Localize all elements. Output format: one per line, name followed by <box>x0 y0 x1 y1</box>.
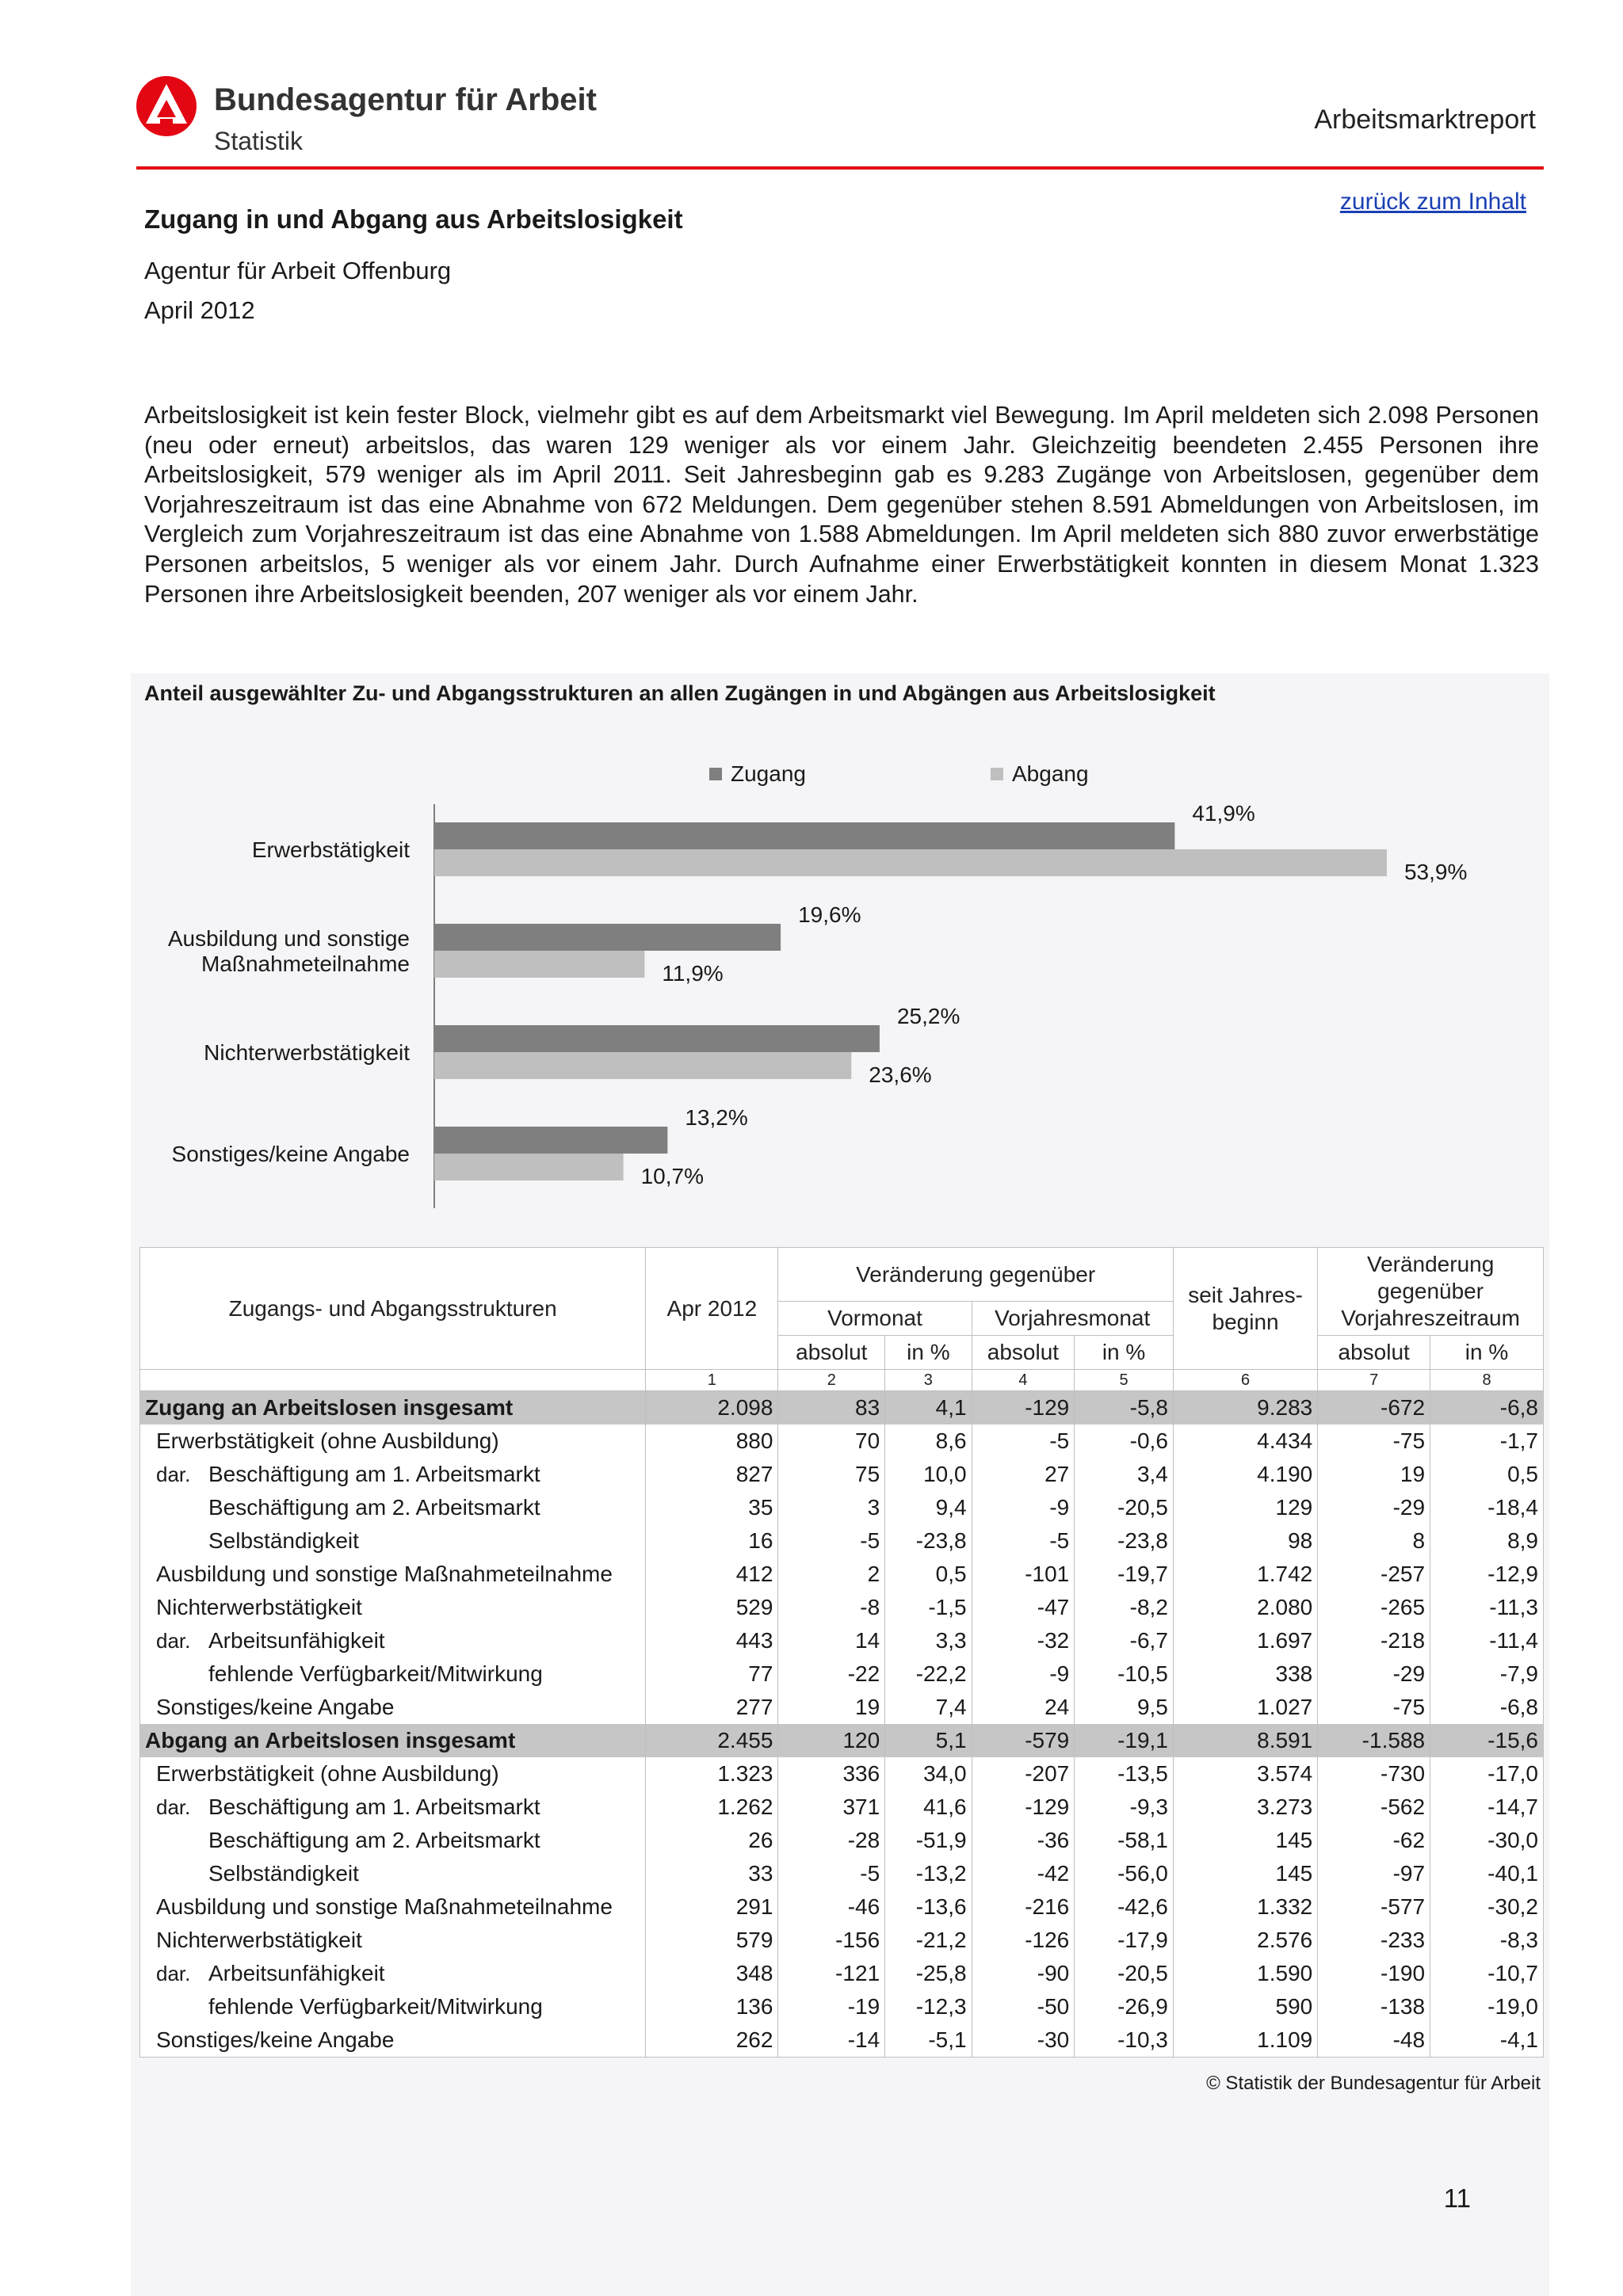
cell-value: 2 <box>778 1558 885 1591</box>
cell-value: 9,4 <box>885 1491 972 1524</box>
cell-value: -51,9 <box>885 1824 972 1857</box>
cell-value: 0,5 <box>1430 1458 1544 1491</box>
row-label-text: Ausbildung und sonstige Maßnahmeteilnahme <box>156 1562 613 1586</box>
cell-value: -577 <box>1318 1890 1430 1924</box>
cell-value: -22 <box>778 1657 885 1691</box>
cell-value: 9,5 <box>1075 1691 1174 1724</box>
col-number: 4 <box>972 1370 1075 1391</box>
data-label-abgang: 23,6% <box>869 1062 932 1087</box>
cell-value: -56,0 <box>1075 1857 1174 1890</box>
cell-value: 262 <box>646 2023 778 2058</box>
cell-value: -97 <box>1318 1857 1430 1890</box>
cell-value: -9,3 <box>1075 1791 1174 1824</box>
cell-value: 83 <box>778 1391 885 1425</box>
cell-value: 590 <box>1173 1990 1317 2023</box>
dar-prefix: dar. <box>156 1463 191 1486</box>
cell-value: -19,0 <box>1430 1990 1544 2023</box>
cell-value: -17,9 <box>1075 1924 1174 1957</box>
cell-value: -50 <box>972 1990 1075 2023</box>
row-label <box>140 1724 646 1757</box>
header-seit: seit Jahres-beginn <box>1173 1248 1317 1370</box>
row-label <box>140 1990 646 2023</box>
cell-value: 2.098 <box>646 1391 778 1425</box>
cell-value: -36 <box>972 1824 1075 1857</box>
header-structure: Zugangs- und Abgangsstrukturen <box>140 1248 646 1370</box>
cell-value: -18,4 <box>1430 1491 1544 1524</box>
row-label-text: fehlende Verfügbarkeit/Mitwirkung <box>208 1994 543 2019</box>
cell-value: 529 <box>646 1591 778 1624</box>
dar-prefix: dar. <box>156 1795 191 1819</box>
bar-chart <box>131 737 1549 1212</box>
cell-value: -7,9 <box>1430 1657 1544 1691</box>
cell-value: 880 <box>646 1425 778 1458</box>
cell-value: -10,3 <box>1075 2023 1174 2058</box>
data-label-zugang: 25,2% <box>896 1004 960 1028</box>
cell-value: 1.332 <box>1173 1890 1317 1924</box>
cell-value: 3,4 <box>1075 1458 1174 1491</box>
header-in-pct: in % <box>885 1336 972 1370</box>
data-label-abgang: 11,9% <box>662 961 724 986</box>
cell-value: 443 <box>646 1624 778 1657</box>
cell-value: 291 <box>646 1890 778 1924</box>
cell-value: -20,5 <box>1075 1957 1174 1990</box>
cell-value: -1,7 <box>1430 1425 1544 1458</box>
row-label-text: Beschäftigung am 1. Arbeitsmarkt <box>208 1462 540 1486</box>
cell-value: -40,1 <box>1430 1857 1544 1890</box>
legend-swatch-zugang <box>709 768 722 780</box>
header-absolut: absolut <box>1318 1336 1430 1370</box>
category-label: Sonstiges/keine Angabe <box>171 1142 410 1166</box>
table-row <box>140 1957 1544 1990</box>
cell-value: -11,3 <box>1430 1591 1544 1624</box>
cell-value: -32 <box>972 1624 1075 1657</box>
cell-value: 27 <box>972 1458 1075 1491</box>
cell-value: -5,1 <box>885 2023 972 2058</box>
cell-value: 34,0 <box>885 1757 972 1791</box>
table-row <box>140 1491 1544 1524</box>
cell-value: 336 <box>778 1757 885 1791</box>
cell-value: -30 <box>972 2023 1075 2058</box>
cell-value: 4.190 <box>1173 1458 1317 1491</box>
cell-value: -25,8 <box>885 1957 972 1990</box>
cell-value: -75 <box>1318 1425 1430 1458</box>
cell-value: 145 <box>1173 1857 1317 1890</box>
legend-swatch-abgang <box>991 768 1003 780</box>
cell-value: 75 <box>778 1458 885 1491</box>
report-period: April 2012 <box>144 296 255 324</box>
cell-value: -10,7 <box>1430 1957 1544 1990</box>
table-row <box>140 1791 1544 1824</box>
chart-title: Anteil ausgewählter Zu- und Abgangsstrukturen an allen Zugängen in und Abgängen aus Arbeitslosigkeit <box>144 681 1216 705</box>
cell-value: 2.455 <box>646 1724 778 1757</box>
cell-value: 19 <box>778 1691 885 1724</box>
cell-value: -20,5 <box>1075 1491 1174 1524</box>
cell-value: -9 <box>972 1491 1075 1524</box>
cell-value: -6,8 <box>1430 1691 1544 1724</box>
cell-value: -8 <box>778 1591 885 1624</box>
cell-value: 7,4 <box>885 1691 972 1724</box>
bar-abgang <box>434 1052 851 1079</box>
cell-value: 33 <box>646 1857 778 1890</box>
cell-value: -9 <box>972 1657 1075 1691</box>
copyright-note: © Statistik der Bundesagentur für Arbeit <box>1206 2073 1541 2094</box>
bar-zugang <box>434 822 1174 849</box>
cell-value: 129 <box>1173 1491 1317 1524</box>
row-label-text: Nichterwerbstätigkeit <box>156 1928 362 1952</box>
cell-value: -14,7 <box>1430 1791 1544 1824</box>
cell-value: 8 <box>1318 1524 1430 1558</box>
brand-name: Bundesagentur für Arbeit <box>214 82 597 117</box>
row-label-text: Erwerbstätigkeit (ohne Ausbildung) <box>156 1761 499 1786</box>
row-label <box>140 1757 646 1791</box>
cell-value: 120 <box>778 1724 885 1757</box>
cell-value: -23,8 <box>1075 1524 1174 1558</box>
cell-value: 41,6 <box>885 1791 972 1824</box>
col-number: 1 <box>646 1370 778 1391</box>
cell-value: -30,0 <box>1430 1824 1544 1857</box>
cell-value: 1.027 <box>1173 1691 1317 1724</box>
row-label <box>140 1425 646 1458</box>
header-vormonat: Vormonat <box>778 1302 972 1336</box>
cell-value: 277 <box>646 1691 778 1724</box>
category-label: Maßnahmeteilnahme <box>200 952 410 976</box>
cell-value: 2.080 <box>1173 1591 1317 1624</box>
category-label: Ausbildung und sonstige <box>167 926 410 951</box>
cell-value: -4,1 <box>1430 2023 1544 2058</box>
dar-prefix: dar. <box>156 1962 191 1985</box>
cell-value: -5,8 <box>1075 1391 1174 1425</box>
cell-value: -190 <box>1318 1957 1430 1990</box>
cell-value: -13,6 <box>885 1890 972 1924</box>
data-label-abgang: 10,7% <box>640 1164 705 1188</box>
report-label: Arbeitsmarktreport <box>1314 105 1536 135</box>
intro-paragraph: Arbeitslosigkeit ist kein fester Block, vielmehr gibt es auf dem Arbeitsmarkt viel Bewegung. Im April meldeten sich 2.098 Personen (neu oder erneut) arbeitslos, das waren 129 weniger als vor einem Jahr. Gleichzeitig beendeten 2.455 Personen ihre Arbeitslosigkeit, 579 weniger als im April 2011. Seit Jahresbeginn gab es 9.283 Zugänge von Arbeitslosen, gegenüber dem Vorjahreszeitraum ist das eine Abnahme von 672 Meldungen. Dem gegenüber stehen 8.591 Abmeldungen von Arbeitslosen, im Vergleich zum Vorjahreszeitraum ist das eine Abnahme von 1.588 Abmeldungen. Im April meldeten sich 880 zuvor erwerbstätige Personen arbeitslos, 5 weniger als vor einem Jahr. Durch Aufnahme einer Erwerbstätigkeit konnten in diesem Monat 1.323 Personen ihre Arbeitslosigkeit beenden, 207 weniger als vor einem Jahr. <box>144 402 1539 608</box>
cell-value: -48 <box>1318 2023 1430 2058</box>
bar-abgang <box>434 951 644 978</box>
cell-value: 98 <box>1173 1524 1317 1558</box>
row-label-text: Selbständigkeit <box>208 1861 359 1886</box>
cell-value: -14 <box>778 2023 885 2058</box>
cell-value: -1.588 <box>1318 1724 1430 1757</box>
cell-value: -28 <box>778 1824 885 1857</box>
row-label-text: Erwerbstätigkeit (ohne Ausbildung) <box>156 1428 499 1453</box>
cell-value: -15,6 <box>1430 1724 1544 1757</box>
row-label <box>140 1691 646 1724</box>
bar-zugang <box>434 1025 880 1052</box>
cell-value: 338 <box>1173 1657 1317 1691</box>
table-row <box>140 1425 1544 1458</box>
cell-value: 412 <box>646 1558 778 1591</box>
row-label-text: fehlende Verfügbarkeit/Mitwirkung <box>208 1661 543 1686</box>
cell-value: 579 <box>646 1924 778 1957</box>
cell-value: -29 <box>1318 1491 1430 1524</box>
cell-value: -21,2 <box>885 1924 972 1957</box>
legend-label-zugang: Zugang <box>731 761 806 786</box>
col-number: 3 <box>885 1370 972 1391</box>
table-body <box>140 1391 1544 2058</box>
cell-value: -75 <box>1318 1691 1430 1724</box>
cell-value: -579 <box>972 1724 1075 1757</box>
bar-zugang <box>434 1127 667 1154</box>
table-row <box>140 1890 1544 1924</box>
cell-value: -62 <box>1318 1824 1430 1857</box>
cell-value: -8,3 <box>1430 1924 1544 1957</box>
cell-value: -23,8 <box>885 1524 972 1558</box>
cell-value: -138 <box>1318 1990 1430 2023</box>
cell-value: -10,5 <box>1075 1657 1174 1691</box>
header-absolut: absolut <box>778 1336 885 1370</box>
cell-value: 348 <box>646 1957 778 1990</box>
back-to-contents-link[interactable]: zurück zum Inhalt <box>1339 189 1526 215</box>
cell-value: -233 <box>1318 1924 1430 1957</box>
cell-value: -265 <box>1318 1591 1430 1624</box>
cell-value: -19,1 <box>1075 1724 1174 1757</box>
cell-value: -121 <box>778 1957 885 1990</box>
table-row <box>140 1524 1544 1558</box>
cell-value: 77 <box>646 1657 778 1691</box>
table-row <box>140 1591 1544 1624</box>
cell-value: 10,0 <box>885 1458 972 1491</box>
cell-value: 136 <box>646 1990 778 2023</box>
cell-value: 16 <box>646 1524 778 1558</box>
cell-value: -5 <box>972 1425 1075 1458</box>
row-label <box>140 1857 646 1890</box>
col-number: 5 <box>1075 1370 1174 1391</box>
cell-value: 2.576 <box>1173 1924 1317 1957</box>
cell-value: -562 <box>1318 1791 1430 1824</box>
row-label <box>140 1558 646 1591</box>
cell-value: 24 <box>972 1691 1075 1724</box>
cell-value: 371 <box>778 1791 885 1824</box>
table-row <box>140 1824 1544 1857</box>
row-label <box>140 1391 646 1425</box>
col-number: 7 <box>1318 1370 1430 1391</box>
cell-value: -672 <box>1318 1391 1430 1425</box>
row-label-text: Sonstiges/keine Angabe <box>156 1695 395 1719</box>
flows-table <box>139 1247 1544 2058</box>
brand-subtitle: Statistik <box>214 127 304 155</box>
table-row <box>140 1691 1544 1724</box>
header-rule <box>136 166 1544 170</box>
cell-value: -218 <box>1318 1624 1430 1657</box>
cell-value: 827 <box>646 1458 778 1491</box>
row-label <box>140 1524 646 1558</box>
cell-value: 70 <box>778 1425 885 1458</box>
row-label <box>140 1591 646 1624</box>
cell-value: 19 <box>1318 1458 1430 1491</box>
cell-value: -90 <box>972 1957 1075 1990</box>
cell-value: -29 <box>1318 1657 1430 1691</box>
cell-value: 26 <box>646 1824 778 1857</box>
row-label-text: Beschäftigung am 1. Arbeitsmarkt <box>208 1794 540 1819</box>
agency-name: Agentur für Arbeit Offenburg <box>144 257 452 284</box>
row-label-text: Nichterwerbstätigkeit <box>156 1595 362 1619</box>
cell-value: -1,5 <box>885 1591 972 1624</box>
cell-value: -101 <box>972 1558 1075 1591</box>
cell-value: -129 <box>972 1791 1075 1824</box>
row-label-text: Ausbildung und sonstige Maßnahmeteilnahme <box>156 1894 613 1919</box>
cell-value: -46 <box>778 1890 885 1924</box>
col-number: 6 <box>1173 1370 1317 1391</box>
cell-value: 8,9 <box>1430 1524 1544 1558</box>
col-number: 2 <box>778 1370 885 1391</box>
row-label-text: Sonstiges/keine Angabe <box>156 2027 395 2052</box>
cell-value: -47 <box>972 1591 1075 1624</box>
data-label-zugang: 13,2% <box>685 1105 748 1130</box>
cell-value: 5,1 <box>885 1724 972 1757</box>
cell-value: -22,2 <box>885 1657 972 1691</box>
table-total-row <box>140 1391 1544 1425</box>
cell-value: 9.283 <box>1173 1391 1317 1425</box>
cell-value: 14 <box>778 1624 885 1657</box>
cell-value: 4,1 <box>885 1391 972 1425</box>
cell-value: -30,2 <box>1430 1890 1544 1924</box>
cell-value: -5 <box>778 1857 885 1890</box>
category-label: Erwerbstätigkeit <box>251 837 410 862</box>
cell-value: -257 <box>1318 1558 1430 1591</box>
cell-value: 8,6 <box>885 1425 972 1458</box>
cell-value: 145 <box>1173 1824 1317 1857</box>
cell-value: 1.697 <box>1173 1624 1317 1657</box>
cell-value: 1.590 <box>1173 1957 1317 1990</box>
dar-prefix: dar. <box>156 1629 191 1653</box>
cell-value: -26,9 <box>1075 1990 1174 2023</box>
cell-value: -0,6 <box>1075 1425 1174 1458</box>
row-label <box>140 1657 646 1691</box>
row-label-text: Selbständigkeit <box>208 1528 359 1553</box>
cell-value: -6,8 <box>1430 1391 1544 1425</box>
cell-value: 3.273 <box>1173 1791 1317 1824</box>
row-label <box>140 1824 646 1857</box>
cell-value: -17,0 <box>1430 1757 1544 1791</box>
cell-value: -6,7 <box>1075 1624 1174 1657</box>
data-label-zugang: 19,6% <box>798 902 861 927</box>
row-label <box>140 1957 646 1990</box>
cell-value: -13,5 <box>1075 1757 1174 1791</box>
header-apr: Apr 2012 <box>646 1248 778 1370</box>
header-absolut: absolut <box>972 1336 1075 1370</box>
legend-label-abgang: Abgang <box>1012 761 1089 786</box>
row-label <box>140 1791 646 1824</box>
table-row <box>140 1558 1544 1591</box>
bar-abgang <box>434 1154 624 1180</box>
data-label-abgang: 53,9% <box>1403 860 1468 884</box>
row-label <box>140 1624 646 1657</box>
header-in-pct: in % <box>1075 1336 1174 1370</box>
cell-value: 3,3 <box>885 1624 972 1657</box>
header-change: Veränderung gegenüber <box>778 1248 1173 1302</box>
table-row <box>140 1458 1544 1491</box>
cell-value: -129 <box>972 1391 1075 1425</box>
data-label-zugang: 41,9% <box>1192 801 1255 826</box>
cell-value: 35 <box>646 1491 778 1524</box>
cell-value: -42 <box>972 1857 1075 1890</box>
cell-value: -42,6 <box>1075 1890 1174 1924</box>
ba-logo-icon <box>136 76 197 136</box>
table-row <box>140 1657 1544 1691</box>
cell-value: -8,2 <box>1075 1591 1174 1624</box>
row-label <box>140 1458 646 1491</box>
table-total-row <box>140 1724 1544 1757</box>
header-blank <box>140 1370 646 1391</box>
cell-value: -12,9 <box>1430 1558 1544 1591</box>
row-label-text: Zugang an Arbeitslosen insgesamt <box>145 1395 514 1420</box>
cell-value: -5 <box>972 1524 1075 1558</box>
row-label <box>140 1924 646 1957</box>
cell-value: 0,5 <box>885 1558 972 1591</box>
category-label: Nichterwerbstätigkeit <box>204 1040 410 1065</box>
cell-value: -12,3 <box>885 1990 972 2023</box>
row-label-text: Beschäftigung am 2. Arbeitsmarkt <box>208 1495 540 1520</box>
header-vorjahresmonat: Vorjahresmonat <box>972 1302 1173 1336</box>
cell-value: -11,4 <box>1430 1624 1544 1657</box>
table-row <box>140 1757 1544 1791</box>
cell-value: 1.109 <box>1173 2023 1317 2058</box>
row-label-text: Beschäftigung am 2. Arbeitsmarkt <box>208 1828 540 1852</box>
cell-value: -126 <box>972 1924 1075 1957</box>
row-label <box>140 1890 646 1924</box>
header-in-pct: in % <box>1430 1336 1544 1370</box>
table-row <box>140 1857 1544 1890</box>
cell-value: -207 <box>972 1757 1075 1791</box>
col-number: 8 <box>1430 1370 1544 1391</box>
page-title: Zugang in und Abgang aus Arbeitslosigkeit <box>144 204 683 234</box>
bar-zugang <box>434 924 781 951</box>
logo-mark <box>136 76 197 136</box>
row-label-text: Arbeitsunfähigkeit <box>208 1628 385 1653</box>
cell-value: -5 <box>778 1524 885 1558</box>
cell-value: -156 <box>778 1924 885 1957</box>
table-row <box>140 1624 1544 1657</box>
bar-abgang <box>434 849 1387 876</box>
cell-value: 1.323 <box>646 1757 778 1791</box>
cell-value: -216 <box>972 1890 1075 1924</box>
row-label <box>140 2023 646 2058</box>
cell-value: 1.742 <box>1173 1558 1317 1591</box>
page-number: 11 <box>1443 2183 1471 2213</box>
cell-value: -13,2 <box>885 1857 972 1890</box>
header-change-period: Veränderung gegenüber Vorjahreszeitraum <box>1318 1248 1544 1336</box>
table-row <box>140 2023 1544 2058</box>
table-row <box>140 1924 1544 1957</box>
table-row <box>140 1990 1544 2023</box>
row-label-text: Abgang an Arbeitslosen insgesamt <box>145 1728 516 1753</box>
cell-value: -58,1 <box>1075 1824 1174 1857</box>
cell-value: -730 <box>1318 1757 1430 1791</box>
cell-value: 3.574 <box>1173 1757 1317 1791</box>
row-label <box>140 1491 646 1524</box>
cell-value: 8.591 <box>1173 1724 1317 1757</box>
row-label-text: Arbeitsunfähigkeit <box>208 1961 385 1985</box>
cell-value: -19 <box>778 1990 885 2023</box>
cell-value: -19,7 <box>1075 1558 1174 1591</box>
cell-value: 3 <box>778 1491 885 1524</box>
cell-value: 1.262 <box>646 1791 778 1824</box>
cell-value: 4.434 <box>1173 1425 1317 1458</box>
